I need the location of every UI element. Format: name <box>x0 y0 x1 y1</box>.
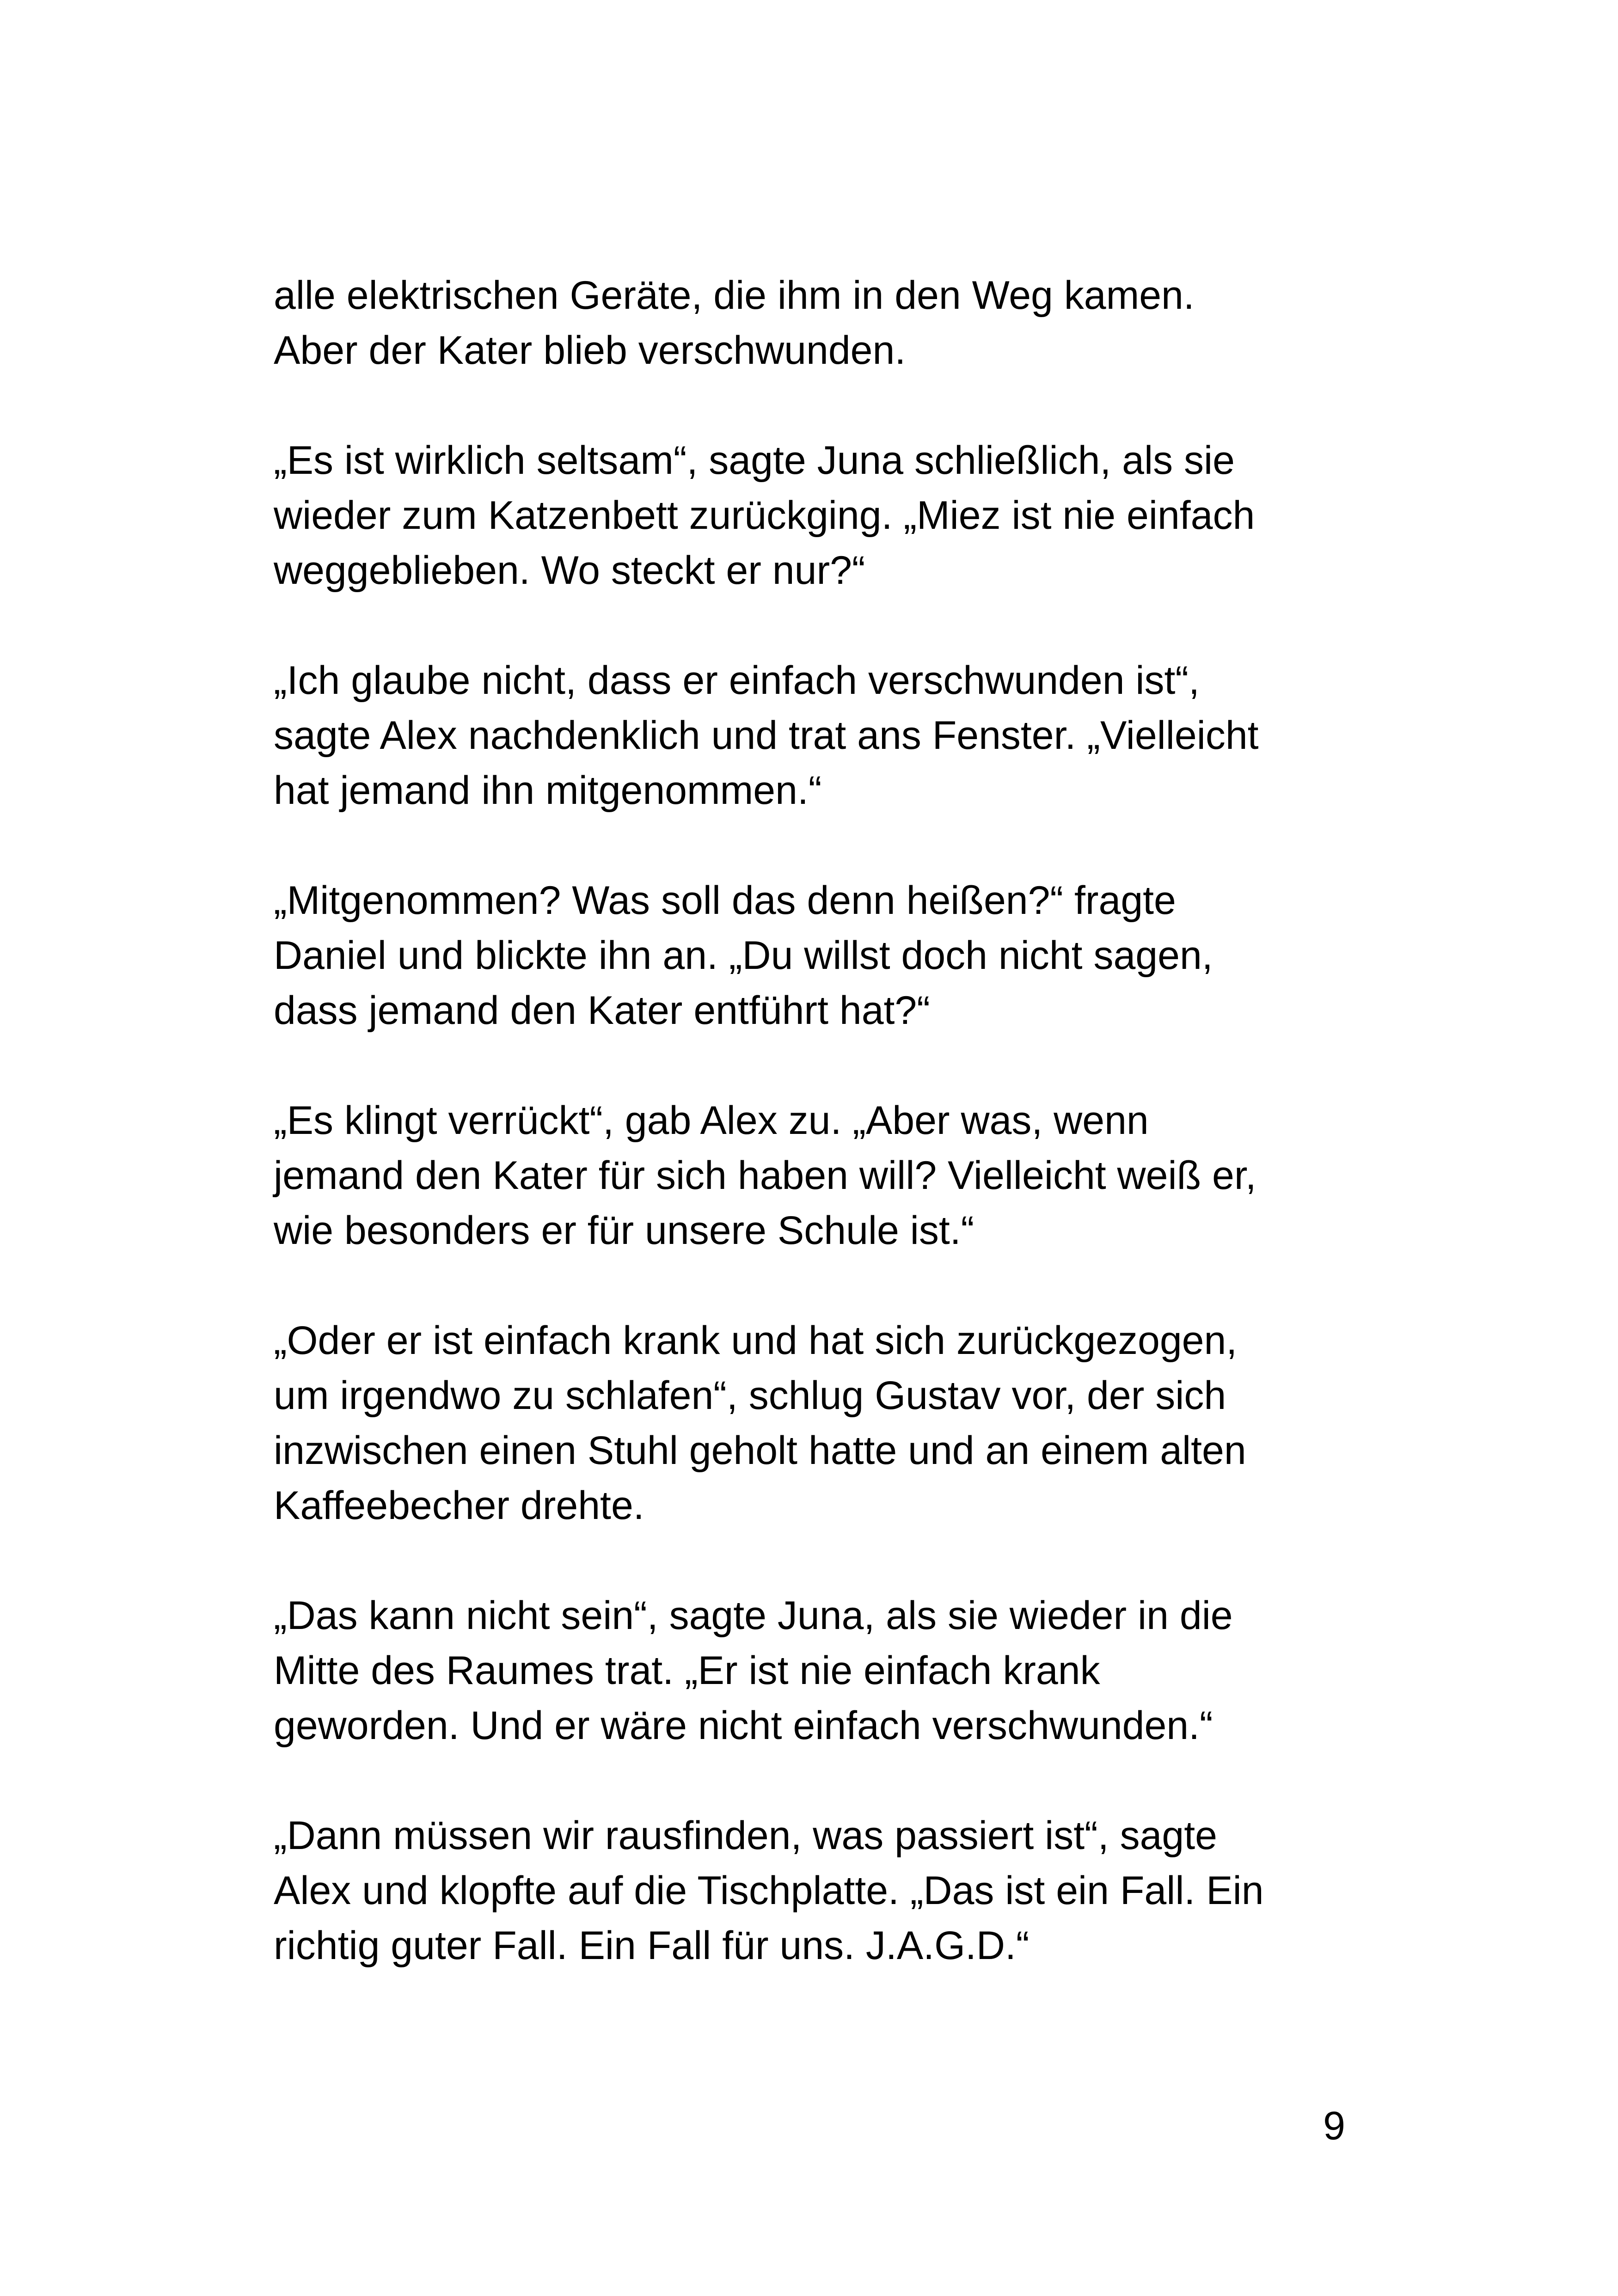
paragraph: „Ich glaube nicht, dass er einfach verschwunden ist“, sagte Alex nachdenklich und trat ans Fenster. „Vielleicht hat jemand ihn mitgenommen.“ <box>274 658 1259 813</box>
paragraph: „Das kann nicht sein“, sagte Juna, als sie wieder in die Mitte des Raumes trat. „Er ist nie einfach krank geworden. Und er wäre nicht einfach verschwunden.“ <box>274 1593 1233 1748</box>
paragraph: „Es klingt verrückt“, gab Alex zu. „Aber was, wenn jemand den Kater für sich haben will? Vielleicht weiß er, wie besonders er für unsere Schule ist.“ <box>274 1098 1256 1253</box>
paragraph: „Mitgenommen? Was soll das denn heißen?“ fragte Daniel und blickte ihn an. „Du willst doch nicht sagen, dass jemand den Kater entführt hat?“ <box>274 878 1213 1033</box>
page-number: 9 <box>1323 2104 1345 2148</box>
body-text <box>274 268 1365 1973</box>
paragraph: „Dann müssen wir rausfinden, was passiert ist“, sagte Alex und klopfte auf die Tischplatte. „Das ist ein Fall. Ein richtig guter Fall. Ein Fall für uns. J.A.G.D.“ <box>274 1813 1264 1968</box>
paragraph: „Oder er ist einfach krank und hat sich zurückgezogen, um irgendwo zu schlafen“, schlug Gustav vor, der sich inzwischen einen Stuhl geholt hatte und an einem alten Kaffeebecher drehte. <box>274 1318 1246 1528</box>
paragraph: „Es ist wirklich seltsam“, sagte Juna schließlich, als sie wieder zum Katzenbett zurückging. „Miez ist nie einfach weggeblieben. Wo steckt er nur?“ <box>274 438 1255 593</box>
paragraph: alle elektrischen Geräte, die ihm in den Weg kamen. Aber der Kater blieb verschwunden. <box>274 273 1195 373</box>
